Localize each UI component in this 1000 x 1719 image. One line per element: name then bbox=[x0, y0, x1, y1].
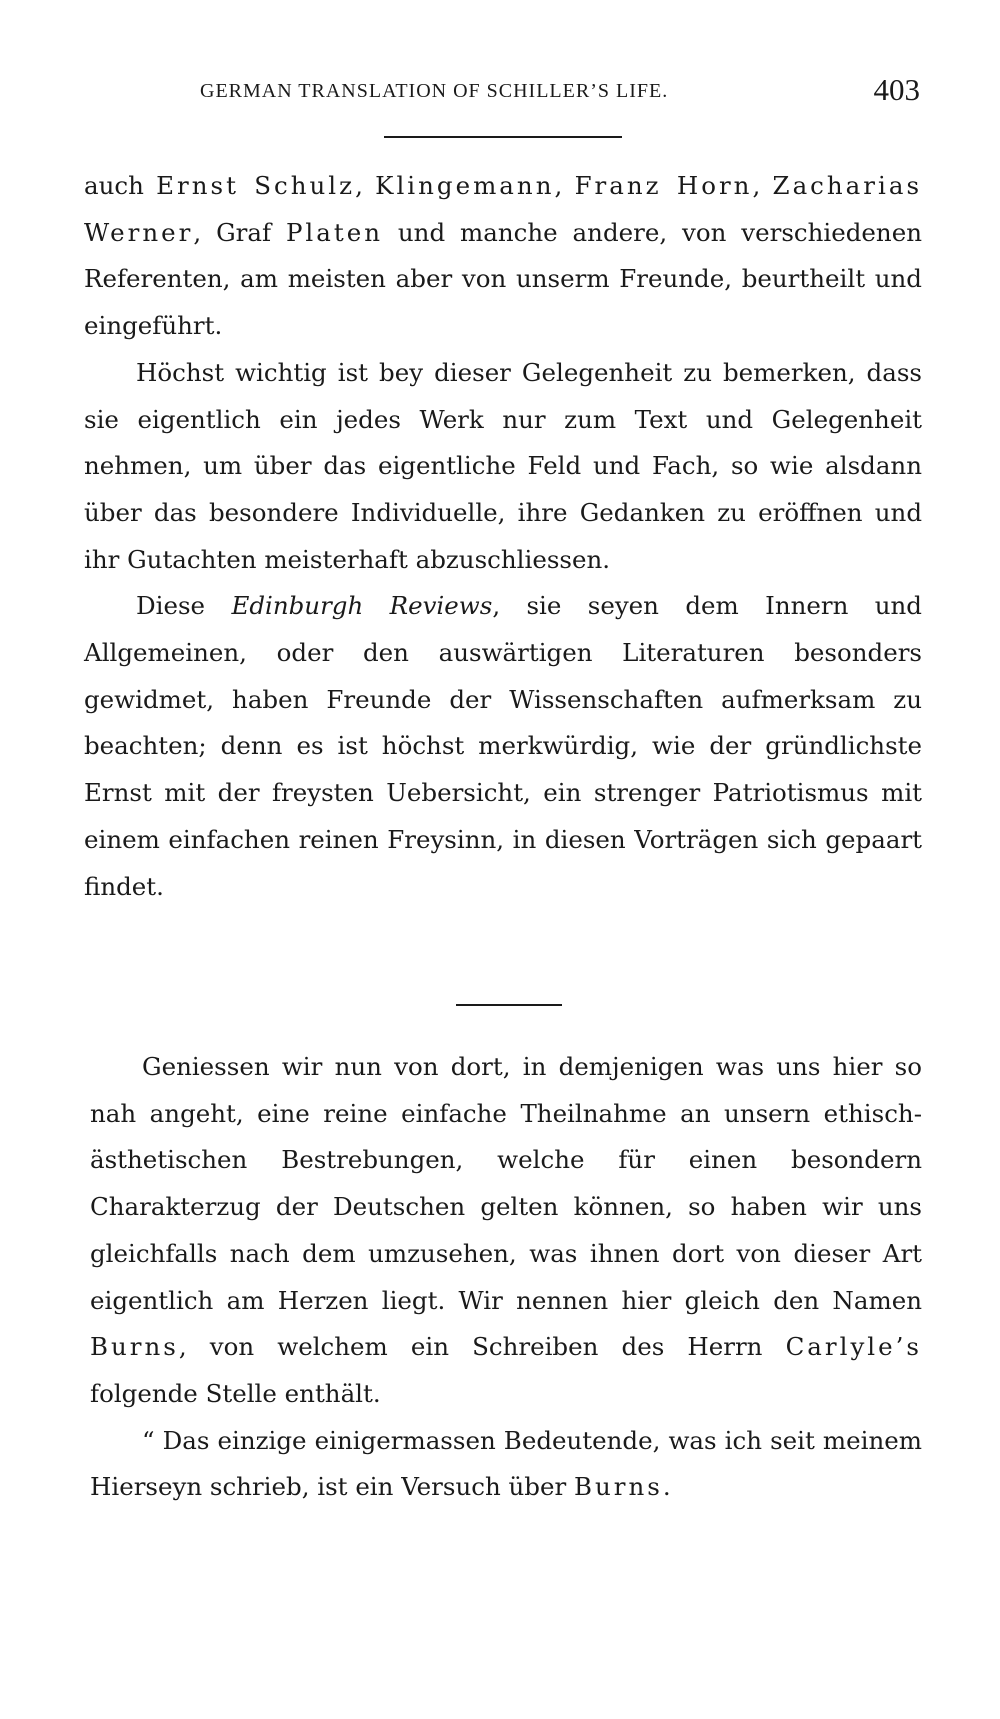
paragraph-3 bbox=[84, 583, 922, 910]
text-run: , bbox=[752, 171, 773, 200]
spaced-name: Klingemann bbox=[375, 171, 555, 200]
text-run: , sie seyen dem Innern und Allgemeinen, oder den auswärtigen Literaturen besonders gewidmet, haben Freunde der Wissenschaften aufmerksam zu beachten; denn es ist höchst merkwürdig, wie der gründlichste Ernst mit der freysten Uebersicht, ein strenger Patriotismus mit einem einfachen reinen Freysinn, in diesen Vorträgen sich gepaart findet. bbox=[84, 591, 922, 901]
spaced-name: Carlyle’s bbox=[785, 1332, 922, 1362]
text-run: , von welchem ein Schreiben des Herrn bbox=[178, 1332, 786, 1362]
paragraph-1 bbox=[84, 163, 922, 350]
text-run: folgende Stelle enthält. bbox=[90, 1378, 381, 1408]
text-run: , bbox=[554, 171, 575, 200]
text-block-upper bbox=[84, 163, 922, 910]
text-run: auch bbox=[84, 171, 157, 200]
running-title: GERMAN TRANSLATION OF SCHILLER’S LIFE. bbox=[200, 80, 669, 102]
spaced-name: Ernst Schulz bbox=[156, 171, 356, 200]
text-run: . bbox=[662, 1472, 671, 1502]
italic-title: Edinburgh Reviews bbox=[231, 591, 493, 621]
text-run: , bbox=[355, 171, 376, 200]
spaced-name: Zacharias Werner bbox=[84, 171, 923, 247]
spaced-name: Franz Horn bbox=[574, 171, 753, 200]
section-divider bbox=[456, 1004, 562, 1006]
text-block-lower bbox=[90, 1044, 922, 1511]
running-head bbox=[180, 68, 920, 112]
text-run: und manche andere, von verschiedenen Referenten, am meisten aber von unserm Freunde, beurtheilt und eingeführt. bbox=[84, 217, 922, 341]
spaced-name: Platen bbox=[285, 217, 383, 247]
text-run: Geniessen wir nun von dort, in demjenigen was uns hier so nah angeht, eine reine einfache Theilnahme an unsern ethisch-ästhetischen Bestrebungen, welche für einen besondern Charakterzug der Deutschen gelten können, so haben wir uns gleichfalls nach dem umzusehen, was ihnen dort von dieser Art eigentlich am Herzen liegt. Wir nennen hier gleich den Namen bbox=[90, 1052, 922, 1315]
text-run: , Graf bbox=[193, 217, 286, 247]
paragraph-2: Höchst wichtig ist bey dieser Gelegenheit zu bemerken, dass sie eigentlich ein jedes Werk nur zum Text und Gelegenheit nehmen, um über das eigentliche Feld und Fach, so wie alsdann über das besondere Individuelle, ihre Gedanken zu eröffnen und ihr Gutachten meisterhaft abzuschliessen. bbox=[84, 357, 922, 574]
header-rule bbox=[384, 136, 622, 138]
text-run: Diese bbox=[136, 591, 232, 621]
spaced-name: Burns bbox=[573, 1472, 663, 1502]
spaced-name: Burns bbox=[90, 1332, 179, 1362]
text-run: “ Das einzige einigermassen Bedeutende, was ich seit meinem Hierseyn schrieb, ist ein Versuch über bbox=[90, 1425, 922, 1502]
paragraph-4 bbox=[90, 1044, 922, 1418]
paragraph-5-quote bbox=[90, 1418, 922, 1511]
page-number: 403 bbox=[873, 72, 920, 107]
